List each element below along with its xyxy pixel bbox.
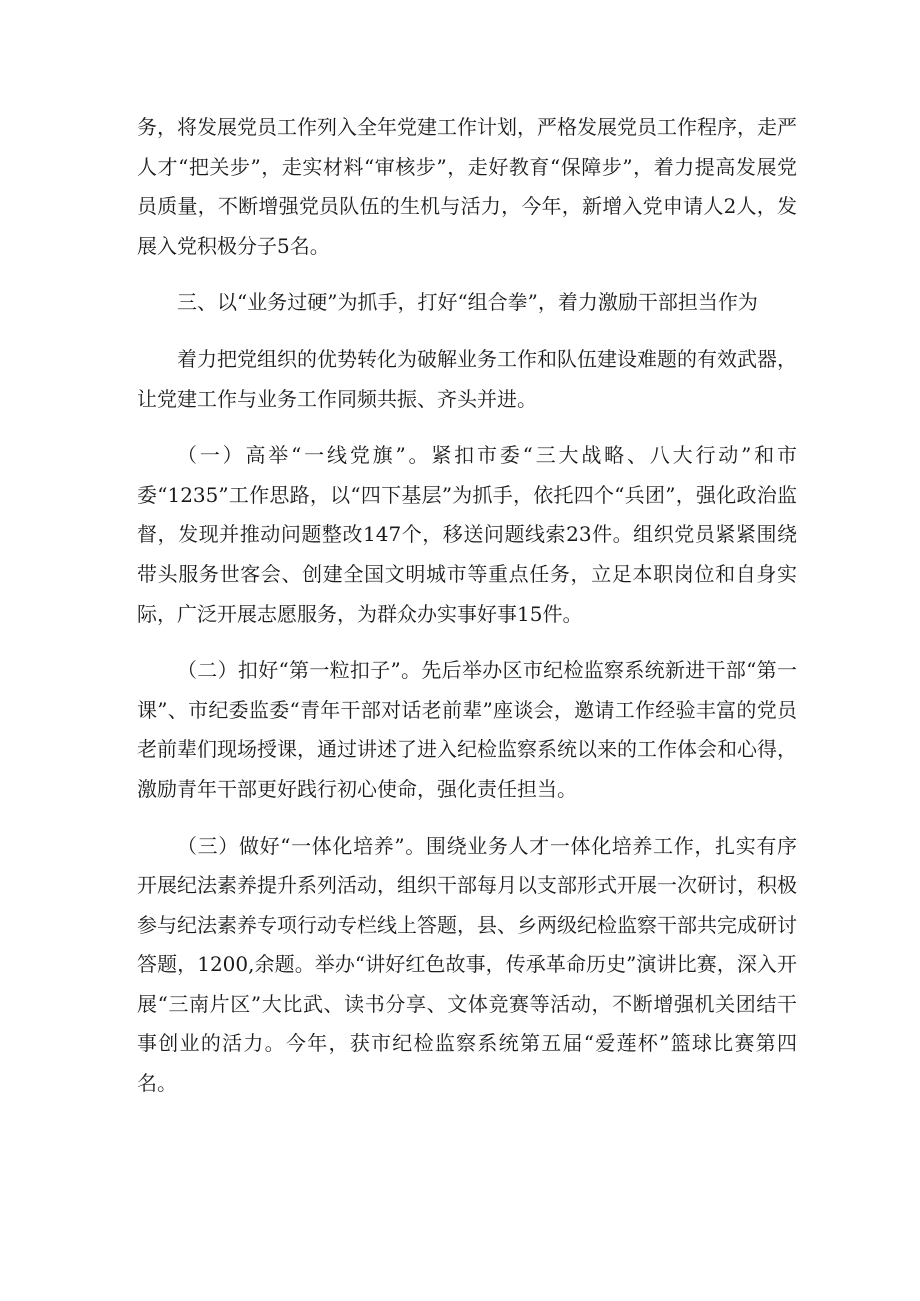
- paragraph-gap: [137, 266, 797, 283]
- paragraph-continuation: 务，将发展党员工作列入全年党建工作计划，严格发展党员工作程序，走严人才“把关步”，走实材料“审核步”，走好教育“保障步”，着力提高发展党员质量，不断增强党员队伍的生机与活力，今年，新增入党申请人2人，发展入党积极分子5名。: [137, 115, 797, 258]
- document-body: [137, 108, 797, 1104]
- paragraph-gap: [137, 810, 797, 827]
- paragraph-item-2: （二）扣好“第一粒扣子”。先后举办区市纪检监察系统新进干部“第一课”、市纪委监委“青年干部对话老前辈”座谈会，邀请工作经验丰富的党员老前辈们现场授课，通过讲述了进入纪检监察系统以来的工作体会和心得，激励青年干部更好践行初心使命，强化责任担当。: [137, 658, 797, 801]
- paragraph-item-3: （三）做好“一体化培养”。围绕业务人才一体化培养工作，扎实有序开展纪法素养提升系列活动，组织干部每月以支部形式开展一次研讨，积极参与纪法素养专项行动专栏线上答题，县、乡两级纪检监察干部共完成研讨答题，1200,余题。举办“讲好红色故事，传承革命历史”演讲比赛，深入开展“三南片区”大比武、读书分享、文体竞赛等活动，不断增强机关团结干事创业的活力。今年，获市纪检监察系统第五届“爱莲杯”篮球比赛第四名。: [137, 833, 797, 1096]
- paragraph-item-1: （一）高举“一线党旗”。紧扣市委“三大战略、八大行动”和市委“1235”工作思路，以“四下基层”为抓手，依托四个“兵团”，强化政治监督，发现并推动问题整改147个，移送问题线索23件。组织党员紧紧围绕带头服务世客会、创建全国文明城市等重点任务，立足本职岗位和自身实际，广泛开展志愿服务，为群众办实事好事15件。: [137, 443, 797, 626]
- section-heading: 三、以“业务过硬”为抓手，打好“组合拳”，着力激励干部担当作为: [177, 290, 758, 315]
- paragraph-intro: 着力把党组织的优势转化为破解业务工作和队伍建设难题的有效武器，让党建工作与业务工作同频共振、齐头并进。: [137, 346, 797, 411]
- paragraph-gap: [137, 323, 797, 340]
- paragraph-gap: [137, 634, 797, 651]
- paragraph-gap: [137, 419, 797, 436]
